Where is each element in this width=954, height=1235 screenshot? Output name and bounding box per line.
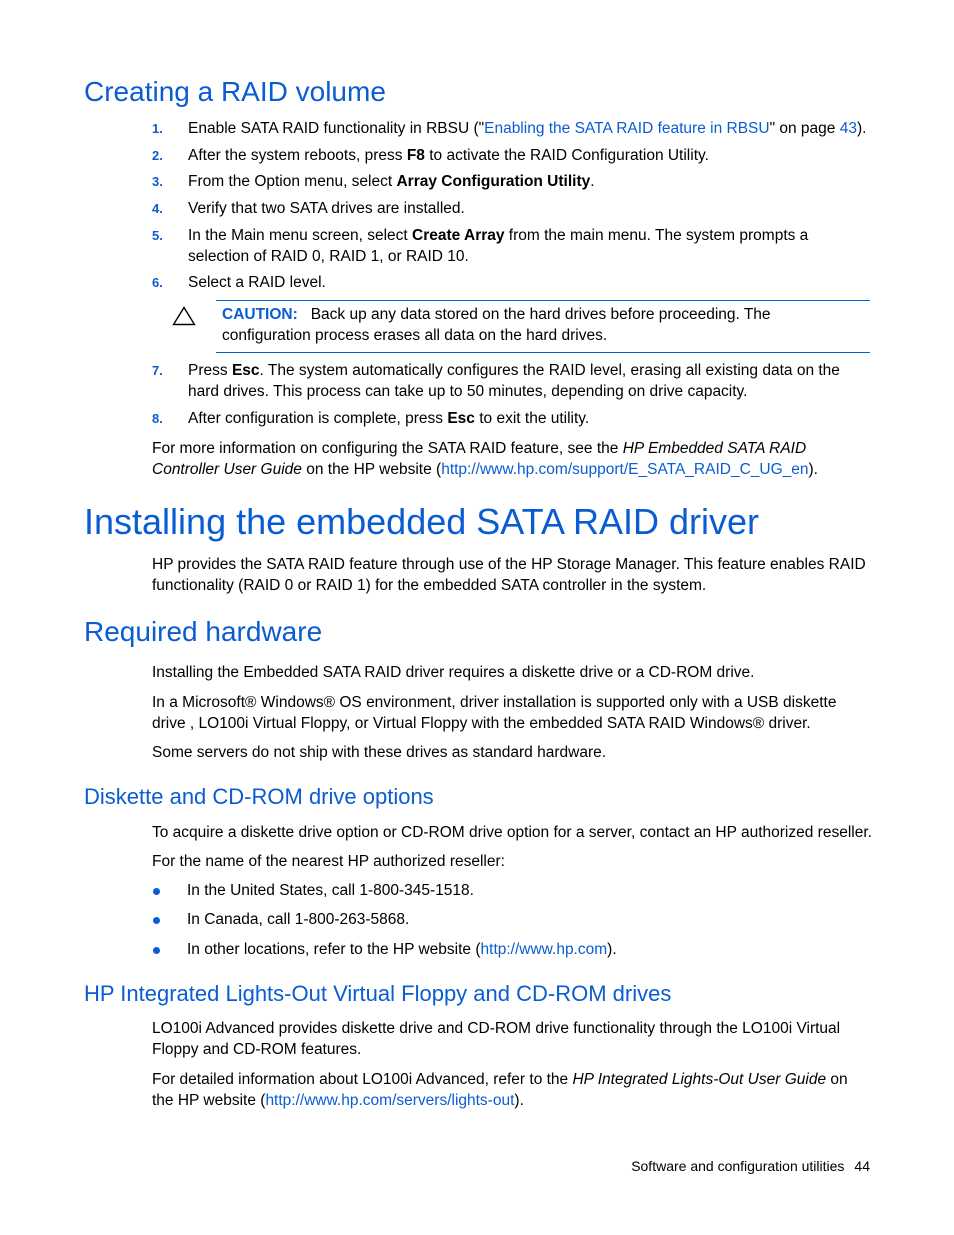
bullet-item: In the United States, call 1-800-345-1518. (152, 881, 872, 902)
step-number: 7. (152, 363, 163, 378)
bullet-dot-icon (153, 888, 160, 895)
hardware-paragraph-3: Some servers do not ship with these drives as standard hardware. (152, 744, 607, 761)
step-7 (152, 361, 872, 402)
step-6 (152, 273, 872, 294)
step-text: After the system reboots, press F8 to activate the RAID Configuration Utility. (188, 147, 709, 164)
subsection-title-lights-out: HP Integrated Lights-Out Virtual Floppy and CD-ROM drives (84, 981, 672, 1006)
bullet-dot-icon (153, 947, 160, 954)
chapter-title-installing-driver: Installing the embedded SATA RAID driver (84, 501, 759, 542)
caution-text: CAUTION: Back up any data stored on the hard drives before proceeding. The configuration process erases all data on the hard drives. (222, 306, 771, 344)
hardware-paragraph-1: Installing the Embedded SATA RAID driver requires a diskette drive or a CD-ROM drive. (152, 664, 755, 681)
bullet-item: In other locations, refer to the HP website (http://www.hp.com). (152, 940, 872, 961)
subsection-title-drive-options: Diskette and CD-ROM drive options (84, 784, 434, 809)
caution-triangle-icon (172, 306, 196, 326)
step-text: Select a RAID level. (188, 274, 326, 291)
driver-intro-paragraph: HP provides the SATA RAID feature through use of the HP Storage Manager. This feature enables RAID functionality (RAID 0 or RAID 1) for the embedded SATA controller in the system. (152, 556, 866, 594)
drive-options-paragraph-1: To acquire a diskette drive option or CD-ROM drive option for a server, contact an HP authorized reseller. (152, 824, 872, 841)
step-2 (152, 146, 872, 167)
step-1 (152, 119, 872, 140)
caution-label: CAUTION: (222, 306, 298, 323)
step-text: Press Esc. The system automatically configures the RAID level, erasing all existing data on the hard drives. This process can take up to 50 minutes, depending on drive capacity. (188, 362, 840, 400)
step-text: From the Option menu, select Array Configuration Utility. (188, 173, 595, 190)
more-info-paragraph: For more information on configuring the SATA RAID feature, see the HP Embedded SATA RAID Controller User Guide on the HP website (http://www.hp.com/support/E_SATA_RAID_C_UG_en). (152, 440, 818, 478)
page-number: 44 (854, 1158, 870, 1174)
rbsu-link[interactable]: Enabling the SATA RAID feature in RBSU (484, 120, 770, 137)
step-8 (152, 409, 872, 430)
section-title-creating-raid-volume: Creating a RAID volume (84, 76, 386, 107)
hp-website-link[interactable]: http://www.hp.com (480, 941, 608, 958)
bullet-item: In Canada, call 1-800-263-5868. (152, 910, 872, 931)
step-number: 5. (152, 228, 163, 243)
step-number: 2. (152, 148, 163, 163)
raid-guide-link[interactable]: http://www.hp.com/support/E_SATA_RAID_C_UG_en (441, 460, 809, 478)
lights-out-paragraph-1: LO100i Advanced provides diskette drive and CD-ROM drive functionality through the LO100i Virtual Floppy and CD-ROM features. (152, 1020, 841, 1058)
hardware-paragraph-2: In a Microsoft® Windows® OS environment, driver installation is supported only with a USB diskette drive , LO100i Virtual Floppy, or Virtual Floppy with the embedded SATA RAID Windows® driver. (152, 694, 837, 732)
step-number: 6. (152, 275, 163, 290)
step-text: Enable SATA RAID functionality in RBSU ("Enabling the SATA RAID feature in RBSU" on page 43). (188, 120, 867, 137)
lights-out-paragraph-2: For detailed information about LO100i Advanced, refer to the HP Integrated Lights-Out User Guide on the HP website (http://www.hp.com/servers/lights-out). (152, 1071, 848, 1109)
bullet-dot-icon (153, 917, 160, 924)
page-link[interactable]: 43 (839, 120, 857, 137)
section-title-required-hardware: Required hardware (84, 616, 323, 647)
step-text: Verify that two SATA drives are installed. (188, 200, 465, 217)
step-4 (152, 199, 872, 220)
step-text: In the Main menu screen, select Create Array from the main menu. The system prompts a selection of RAID 0, RAID 1, or RAID 10. (188, 227, 809, 265)
step-number: 1. (152, 121, 163, 136)
lights-out-link[interactable]: http://www.hp.com/servers/lights-out (265, 1091, 515, 1109)
caution-box (216, 300, 870, 353)
step-number: 8. (152, 411, 163, 426)
step-text: After configuration is complete, press Esc to exit the utility. (188, 410, 590, 427)
step-number: 4. (152, 201, 163, 216)
step-number: 3. (152, 174, 163, 189)
step-3 (152, 172, 872, 193)
footer-section-name: Software and configuration utilities (631, 1158, 845, 1174)
drive-options-paragraph-2: For the name of the nearest HP authorized reseller: (152, 853, 505, 870)
page-footer (631, 1158, 870, 1174)
step-5 (152, 226, 872, 267)
